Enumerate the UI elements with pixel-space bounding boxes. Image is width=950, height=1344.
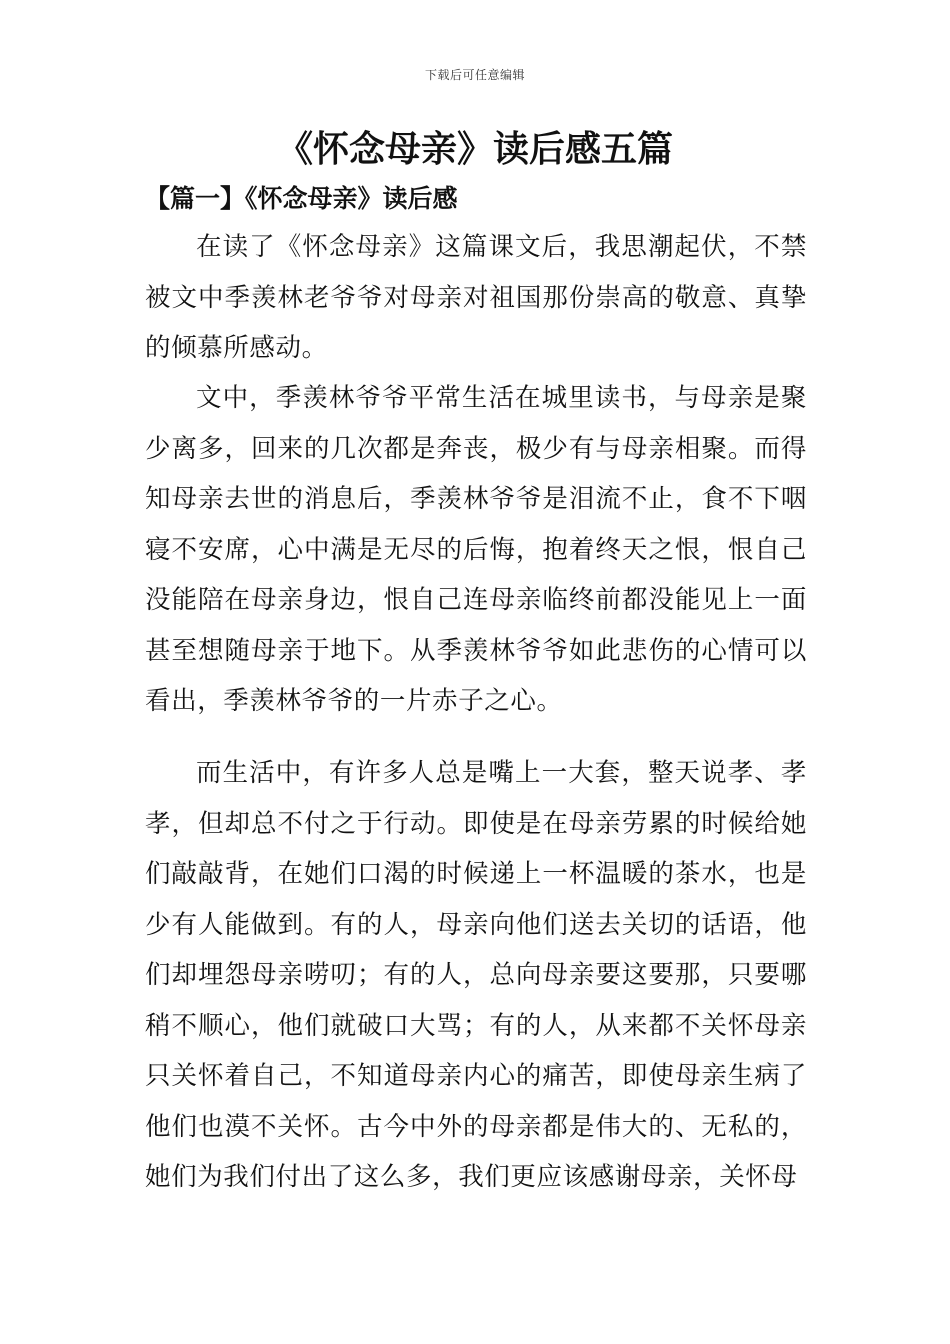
document-title: 《怀念母亲》读后感五篇: [276, 129, 673, 170]
header-note: 下载后可任意编辑: [424, 68, 525, 82]
body-paragraph: 而生活中，有许多人总是嘴上一大套，整天说孝、孝孝，但却总不付之于行动。即使是在母亲劳累的时候给她们敲敲背，在她们口渴的时候递上一杯温暖的茶水，也是少有人能做到。有的人，母亲向他们送去关切的话语，他们却埋怨母亲唠叨；有的人，总向母亲要这要那，只要哪稍不顺心，他们就破口大骂；有的人，从来都不关怀母亲只关怀着自己，不知道母亲内心的痛苦，即使母亲生病了他们也漠不关怀。古今中外的母亲都是伟大的、无私的，她们为我们付出了这么多，我们更应该感谢母亲，关怀母: [145, 758, 807, 1192]
body-paragraph: 在读了《怀念母亲》这篇课文后，我思潮起伏，不禁被文中季羡林老爷爷对母亲对祖国那份崇高的敬意、真挚的倾慕所感动。: [145, 232, 807, 363]
section-heading: 【篇一】《怀念母亲》读后感: [145, 184, 458, 213]
body-paragraph: 文中，季羡林爷爷平常生活在城里读书，与母亲是聚少离多，回来的几次都是奔丧，极少有与母亲相聚。而得知母亲去世的消息后，季羡林爷爷是泪流不止，食不下咽寝不安席，心中满是无尽的后悔，抱着终天之恨，恨自己没能陪在母亲身边，恨自己连母亲临终前都没能见上一面甚至想随母亲于地下。从季羡林爷爷如此悲伤的心情可以看出，季羡林爷爷的一片赤子之心。: [145, 383, 807, 716]
